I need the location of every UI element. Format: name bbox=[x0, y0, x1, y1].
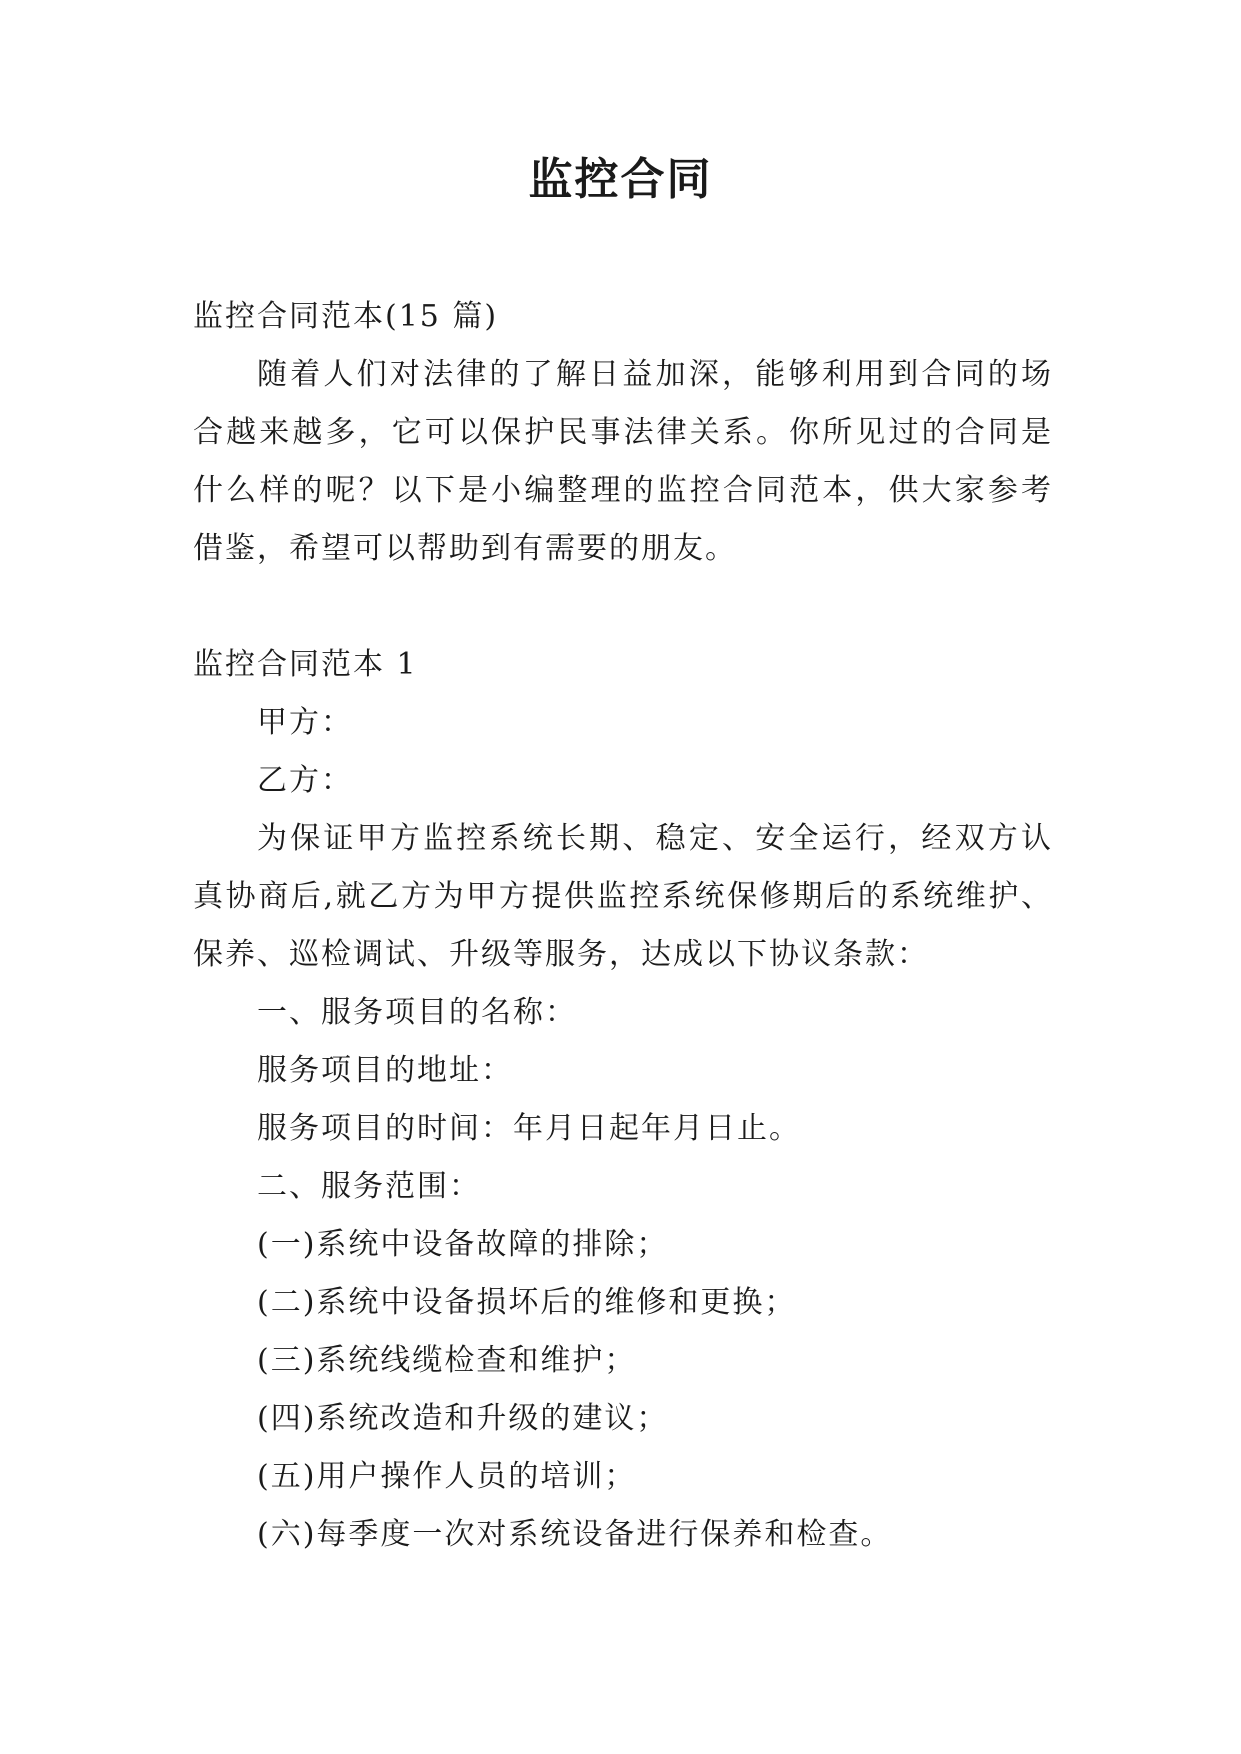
intro-line: 合越来越多，它可以保护民事法律关系。你所见过的合同是 bbox=[193, 415, 1053, 450]
clause-1-address: 服务项目的地址： bbox=[257, 1053, 513, 1088]
party-a-label: 甲方： bbox=[257, 705, 353, 740]
clause-1-time: 服务项目的时间：年月日起年月日止。 bbox=[257, 1111, 801, 1146]
intro-line: 随着人们对法律的了解日益加深，能够利用到合同的场 bbox=[257, 357, 1053, 392]
intro-line: 借鉴，希望可以帮助到有需要的朋友。 bbox=[193, 531, 737, 566]
party-b-label: 乙方： bbox=[257, 763, 353, 798]
purpose-line: 保养、巡检调试、升级等服务，达成以下协议条款： bbox=[193, 937, 929, 972]
scope-item: (六)每季度一次对系统设备进行保养和检查。 bbox=[257, 1517, 893, 1552]
paragraph-gap bbox=[193, 578, 1053, 636]
document-body bbox=[193, 288, 1053, 1564]
document-title: 监控合同 bbox=[528, 154, 713, 205]
scope-item: (三)系统线缆检查和维护； bbox=[257, 1343, 637, 1378]
scope-item: (一)系统中设备故障的排除； bbox=[257, 1227, 669, 1262]
collection-subtitle: 监控合同范本(15 篇) bbox=[193, 299, 499, 334]
purpose-line: 真协商后,就乙方为甲方提供监控系统保修期后的系统维护、 bbox=[193, 879, 1053, 914]
scope-item: (五)用户操作人员的培训； bbox=[257, 1459, 637, 1494]
scope-item: (二)系统中设备损坏后的维修和更换； bbox=[257, 1285, 797, 1320]
purpose-line: 为保证甲方监控系统长期、稳定、安全运行，经双方认 bbox=[257, 821, 1053, 856]
section-heading: 监控合同范本 1 bbox=[193, 647, 418, 682]
scope-item: (四)系统改造和升级的建议； bbox=[257, 1401, 669, 1436]
clause-1-title: 一、服务项目的名称： bbox=[257, 995, 577, 1030]
intro-line: 什么样的呢？以下是小编整理的监控合同范本，供大家参考 bbox=[193, 473, 1053, 508]
clause-2-title: 二、服务范围： bbox=[257, 1169, 481, 1204]
